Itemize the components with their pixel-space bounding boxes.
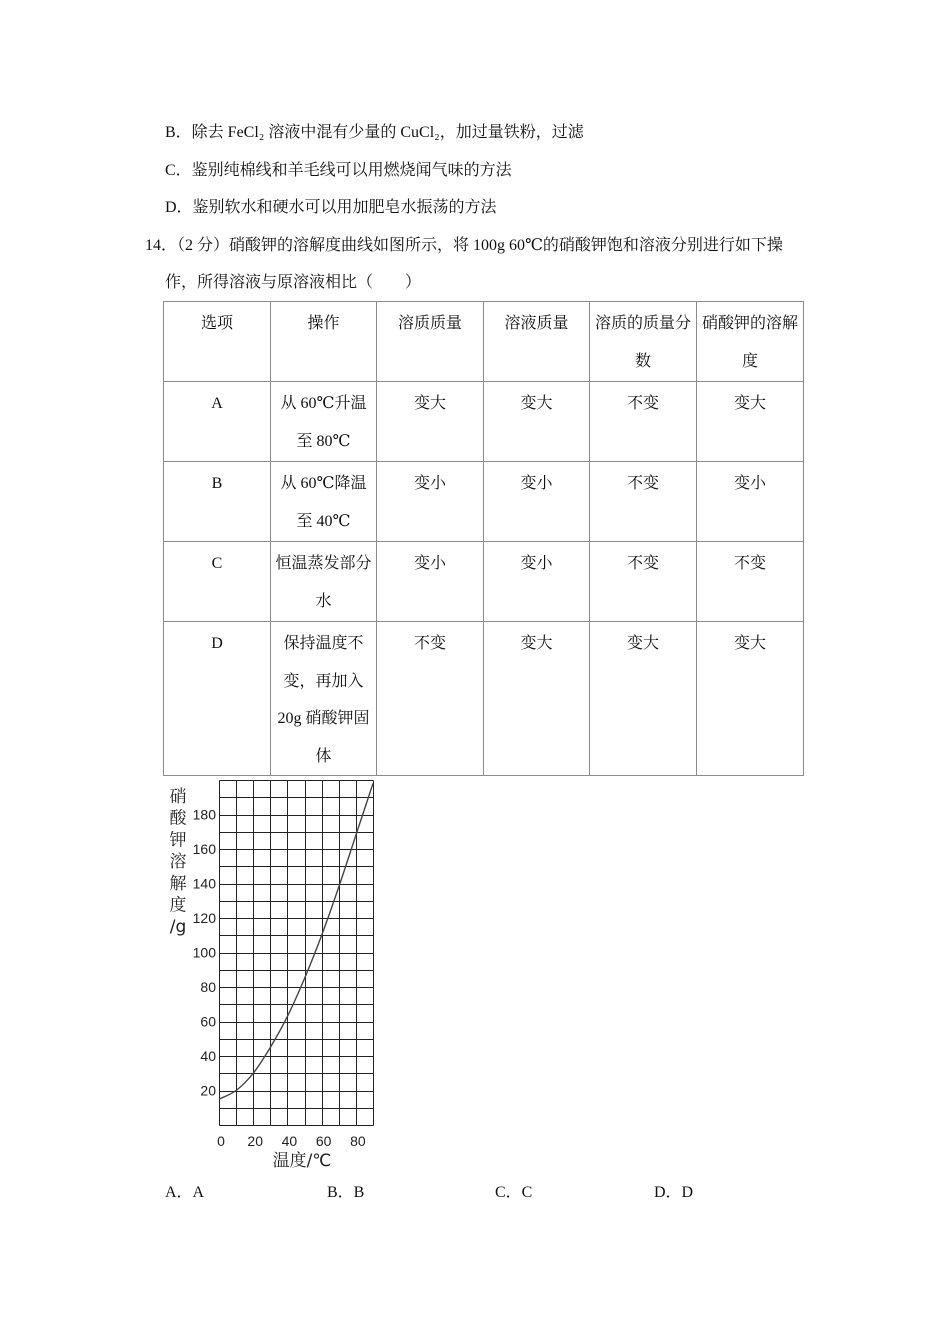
y-axis-label-part: 溶 (169, 852, 187, 873)
prev-question-option-c: C．鉴别纯棉线和羊毛线可以用燃烧闻气味的方法 (165, 162, 512, 179)
header-solution-mass (484, 302, 590, 382)
cell-solution-mass (484, 542, 590, 622)
cell-mass-fraction (590, 622, 697, 776)
y-axis-label-part: 酸 (169, 808, 187, 829)
y-axis-label-part: /g (169, 917, 187, 938)
cell-solution-mass (484, 382, 590, 462)
table-header-row (164, 302, 804, 382)
x-tick-label: 40 (281, 1133, 298, 1149)
prev-question-option-b: B．除去 FeCl₂ 溶液中混有少量的 CuCl₂，加过量铁粉，过滤 (165, 124, 584, 141)
x-tick-label: 80 (350, 1133, 366, 1149)
cell-text: 从 60℃降温 (280, 475, 367, 492)
cell-solution-mass (484, 622, 590, 776)
cell-text: 20g 硝酸钾固 (277, 710, 370, 727)
x-tick-label: 20 (247, 1133, 264, 1149)
cell-mass-fraction (590, 462, 697, 542)
cell-option (164, 542, 271, 622)
cell-solute-mass (377, 462, 484, 542)
cell-mass-fraction (590, 542, 697, 622)
header-option (164, 302, 271, 382)
y-axis-label (170, 787, 188, 937)
table-row-d (164, 622, 804, 776)
cell-text: 变小 (413, 555, 446, 572)
cell-operation (271, 622, 377, 776)
cell-text: 变，再加入 (283, 672, 364, 690)
cell-operation (271, 542, 377, 622)
y-tick-label: 180 (192, 806, 216, 823)
choice-b: B．B (327, 1184, 365, 1201)
header-solute-mass (377, 302, 484, 382)
y-axis-label-part: 度 (169, 895, 187, 916)
cell-text: 至 40℃ (296, 512, 351, 530)
header-operation (271, 302, 377, 382)
choice-d: D．D (654, 1184, 694, 1201)
choice-a: A．A (165, 1184, 205, 1201)
cell-operation (271, 382, 377, 462)
cell-text: 不变 (413, 635, 446, 652)
cell-solution-mass (484, 462, 590, 542)
cell-text: 变大 (520, 395, 553, 412)
cell-text: 变大 (733, 635, 766, 652)
cell-solute-mass (377, 542, 484, 622)
y-axis-label-part: 硝 (169, 787, 187, 807)
cell-text: 变大 (413, 395, 446, 412)
plot-grid (220, 781, 374, 1126)
cell-text: 不变 (626, 395, 659, 412)
plot-series (219, 783, 373, 1099)
cell-option (164, 622, 271, 776)
cell-option (164, 462, 271, 542)
cell-text: 变小 (413, 475, 446, 492)
header-mass-fraction (590, 302, 697, 382)
cell-text: 不变 (626, 475, 659, 492)
cell-solubility (697, 622, 804, 776)
cell-text: 变小 (520, 555, 553, 572)
cell-text: 恒温蒸发部分 (275, 555, 372, 572)
cell-text: 变大 (626, 635, 659, 652)
cell-text: 硝酸钾的溶解 (701, 315, 798, 332)
cell-text: 保持温度不 (283, 635, 364, 652)
x-axis-label: 温度/℃ (272, 1151, 332, 1171)
y-tick-label: 100 (192, 944, 216, 961)
y-tick-label: 20 (200, 1082, 216, 1099)
cell-text: 至 80℃ (296, 432, 351, 450)
cell-mass-fraction (590, 382, 697, 462)
x-tick-label: 60 (315, 1133, 332, 1149)
choice-c: C．C (495, 1184, 533, 1201)
cell-solubility (697, 542, 804, 622)
question-stem-line-2: 作，所得溶液与原溶液相比（ ） (165, 274, 422, 291)
solubility-curve (219, 783, 373, 1099)
cell-solubility (697, 462, 804, 542)
table-row-c (164, 542, 804, 622)
y-tick-label: 120 (192, 910, 216, 926)
prev-question-option-d: D．鉴别软水和硬水可以用加肥皂水振荡的方法 (165, 199, 497, 216)
cell-text: 度 (741, 352, 758, 370)
cell-text: A (211, 395, 223, 412)
solubility-chart (160, 775, 385, 1175)
cell-text: B (211, 475, 223, 492)
table-row-b (164, 462, 804, 542)
y-tick-label: 140 (192, 875, 216, 892)
cell-option (164, 382, 271, 462)
cell-solute-mass (377, 382, 484, 462)
question-stem-line-1: 14．（2 分）硝酸钾的溶解度曲线如图所示，将 100g 60℃的硝酸钾饱和溶液分别进行如下操 (145, 237, 783, 254)
cell-text: 操作 (307, 315, 340, 332)
y-tick-label: 80 (200, 979, 216, 995)
y-axis-label-part: 解 (169, 873, 187, 894)
y-axis-label-part: 钾 (169, 830, 187, 851)
cell-text: 选项 (200, 315, 233, 332)
y-tick-label: 40 (200, 1048, 216, 1064)
operations-table (163, 301, 804, 776)
cell-text: 变大 (520, 635, 553, 652)
x-tick-label: 0 (217, 1133, 225, 1149)
cell-text: 变小 (733, 475, 766, 492)
cell-text: 数 (634, 352, 651, 370)
cell-text: 变小 (520, 475, 553, 492)
cell-solubility (697, 382, 804, 462)
y-tick-label: 60 (200, 1013, 216, 1030)
cell-text: 溶液质量 (504, 315, 569, 332)
table-row-a (164, 382, 804, 462)
cell-text: 不变 (626, 555, 659, 572)
cell-operation (271, 462, 377, 542)
cell-text: 从 60℃升温 (280, 395, 367, 412)
cell-text: 体 (315, 747, 332, 765)
header-solubility (697, 302, 804, 382)
cell-text: 溶质的质量分 (594, 315, 691, 332)
cell-text: 水 (315, 592, 332, 610)
cell-text: 变大 (733, 395, 766, 412)
cell-text: 不变 (733, 555, 766, 572)
cell-text: D (211, 635, 223, 652)
cell-solute-mass (377, 622, 484, 776)
cell-text: 溶质质量 (397, 315, 462, 332)
y-tick-label: 160 (192, 841, 216, 857)
cell-text: C (211, 555, 223, 572)
